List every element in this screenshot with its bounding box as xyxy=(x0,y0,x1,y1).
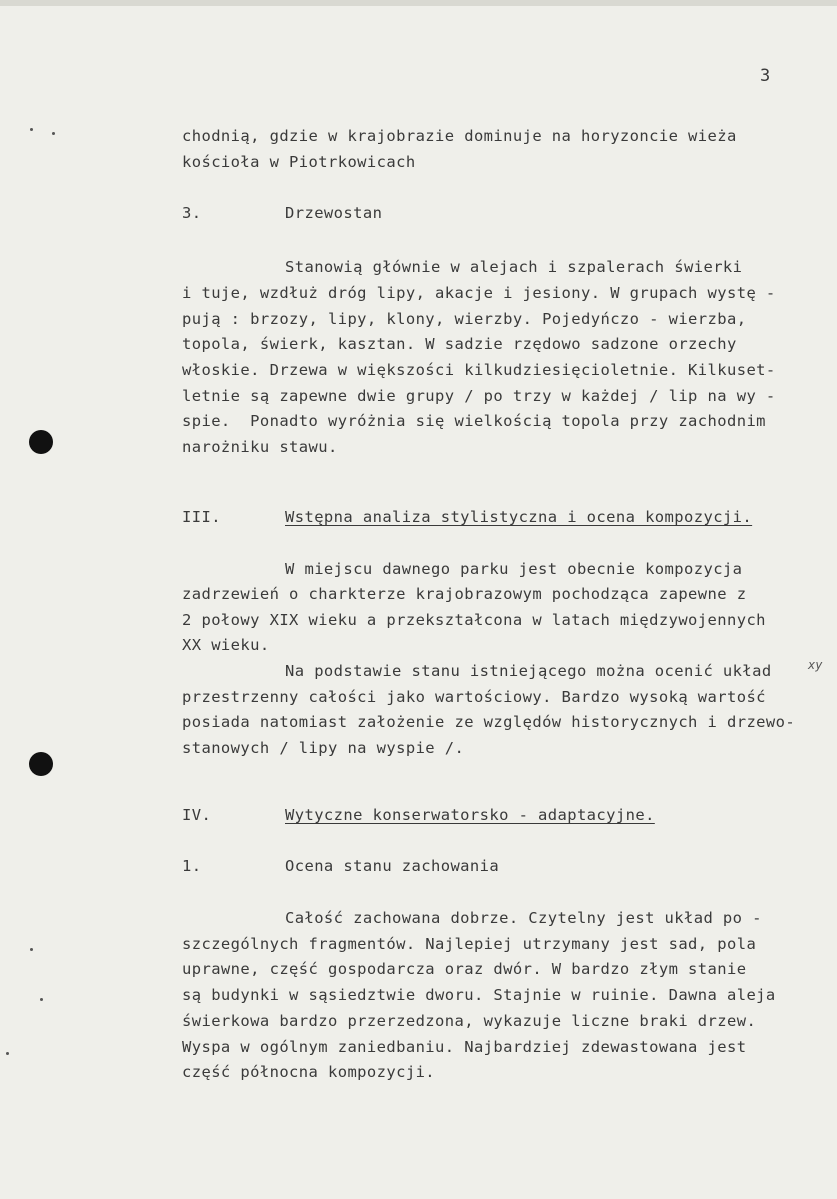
margin-speck xyxy=(40,998,43,1001)
paragraph-line: posiada natomiast założenie ze względów historycznych i drzewo- xyxy=(182,713,796,731)
paragraph-line: szczególnych fragmentów. Najlepiej utrzymany jest sad, pola xyxy=(182,935,757,953)
paragraph-line: narożniku stawu. xyxy=(182,438,338,456)
section-title: Drzewostan xyxy=(285,204,383,222)
paragraph-line: część północna kompozycji. xyxy=(182,1063,436,1081)
intro-line: chodnią, gdzie w krajobrazie dominuje na horyzoncie wieża xyxy=(182,127,737,145)
punch-hole-bottom xyxy=(29,752,53,776)
paragraph-line: świerkowa bardzo przerzedzona, wykazuje liczne braki drzew. xyxy=(182,1012,757,1030)
scan-edge xyxy=(0,0,837,6)
paragraph-line: W miejscu dawnego parku jest obecnie kompozycja xyxy=(285,560,743,578)
paragraph-line: letnie są zapewne dwie grupy / po trzy w każdej / lip na wy - xyxy=(182,387,776,405)
section-number: 3. xyxy=(182,204,202,222)
paragraph-line: topola, świerk, kasztan. W sadzie rzędowo sadzone orzechy xyxy=(182,335,737,353)
subsection-number: 1. xyxy=(182,857,202,875)
margin-speck xyxy=(30,128,33,131)
margin-speck xyxy=(6,1052,9,1055)
handwritten-mark: xy xyxy=(808,658,823,672)
paragraph-line: spie. Ponadto wyróżnia się wielkością topola przy zachodnim xyxy=(182,412,766,430)
paragraph-line: Wyspa w ogólnym zaniedbaniu. Najbardziej zdewastowana jest xyxy=(182,1038,747,1056)
section-number: IV. xyxy=(182,806,212,824)
paragraph-line: uprawne, część gospodarcza oraz dwór. W bardzo złym stanie xyxy=(182,960,747,978)
paragraph-line: Całość zachowana dobrze. Czytelny jest układ po - xyxy=(285,909,762,927)
punch-hole-top xyxy=(29,430,53,454)
paragraph-line: Na podstawie stanu istniejącego można ocenić układ xyxy=(285,662,772,680)
subsection-title: Ocena stanu zachowania xyxy=(285,857,500,875)
paragraph-line: i tuje, wzdłuż dróg lipy, akacje i jesiony. W grupach wystę - xyxy=(182,284,776,302)
paragraph-line: są budynki w sąsiedztwie dworu. Stajnie w ruinie. Dawna aleja xyxy=(182,986,776,1004)
paragraph-line: włoskie. Drzewa w większości kilkudziesięcioletnie. Kilkuset- xyxy=(182,361,776,379)
section-title: Wytyczne konserwatorsko - adaptacyjne. xyxy=(285,806,655,824)
paragraph-line: zadrzewień o charkterze krajobrazowym pochodząca zapewne z xyxy=(182,585,747,603)
page-number: 3 xyxy=(760,66,771,86)
paragraph-line: XX wieku. xyxy=(182,636,270,654)
margin-speck xyxy=(30,948,33,951)
margin-speck xyxy=(52,132,55,135)
intro-line: kościoła w Piotrkowicach xyxy=(182,153,416,171)
section-number: III. xyxy=(182,508,221,526)
paragraph-line: pują : brzozy, lipy, klony, wierzby. Pojedyńczo - wierzba, xyxy=(182,310,747,328)
paragraph-line: Stanowią głównie w alejach i szpalerach świerki xyxy=(285,258,743,276)
paragraph-line: stanowych / lipy na wyspie /. xyxy=(182,739,465,757)
paragraph-line: 2 połowy XIX wieku a przekształcona w latach międzywojennych xyxy=(182,611,766,629)
paragraph-line: przestrzenny całości jako wartościowy. Bardzo wysoką wartość xyxy=(182,688,766,706)
section-title: Wstępna analiza stylistyczna i ocena kompozycji. xyxy=(285,508,753,526)
